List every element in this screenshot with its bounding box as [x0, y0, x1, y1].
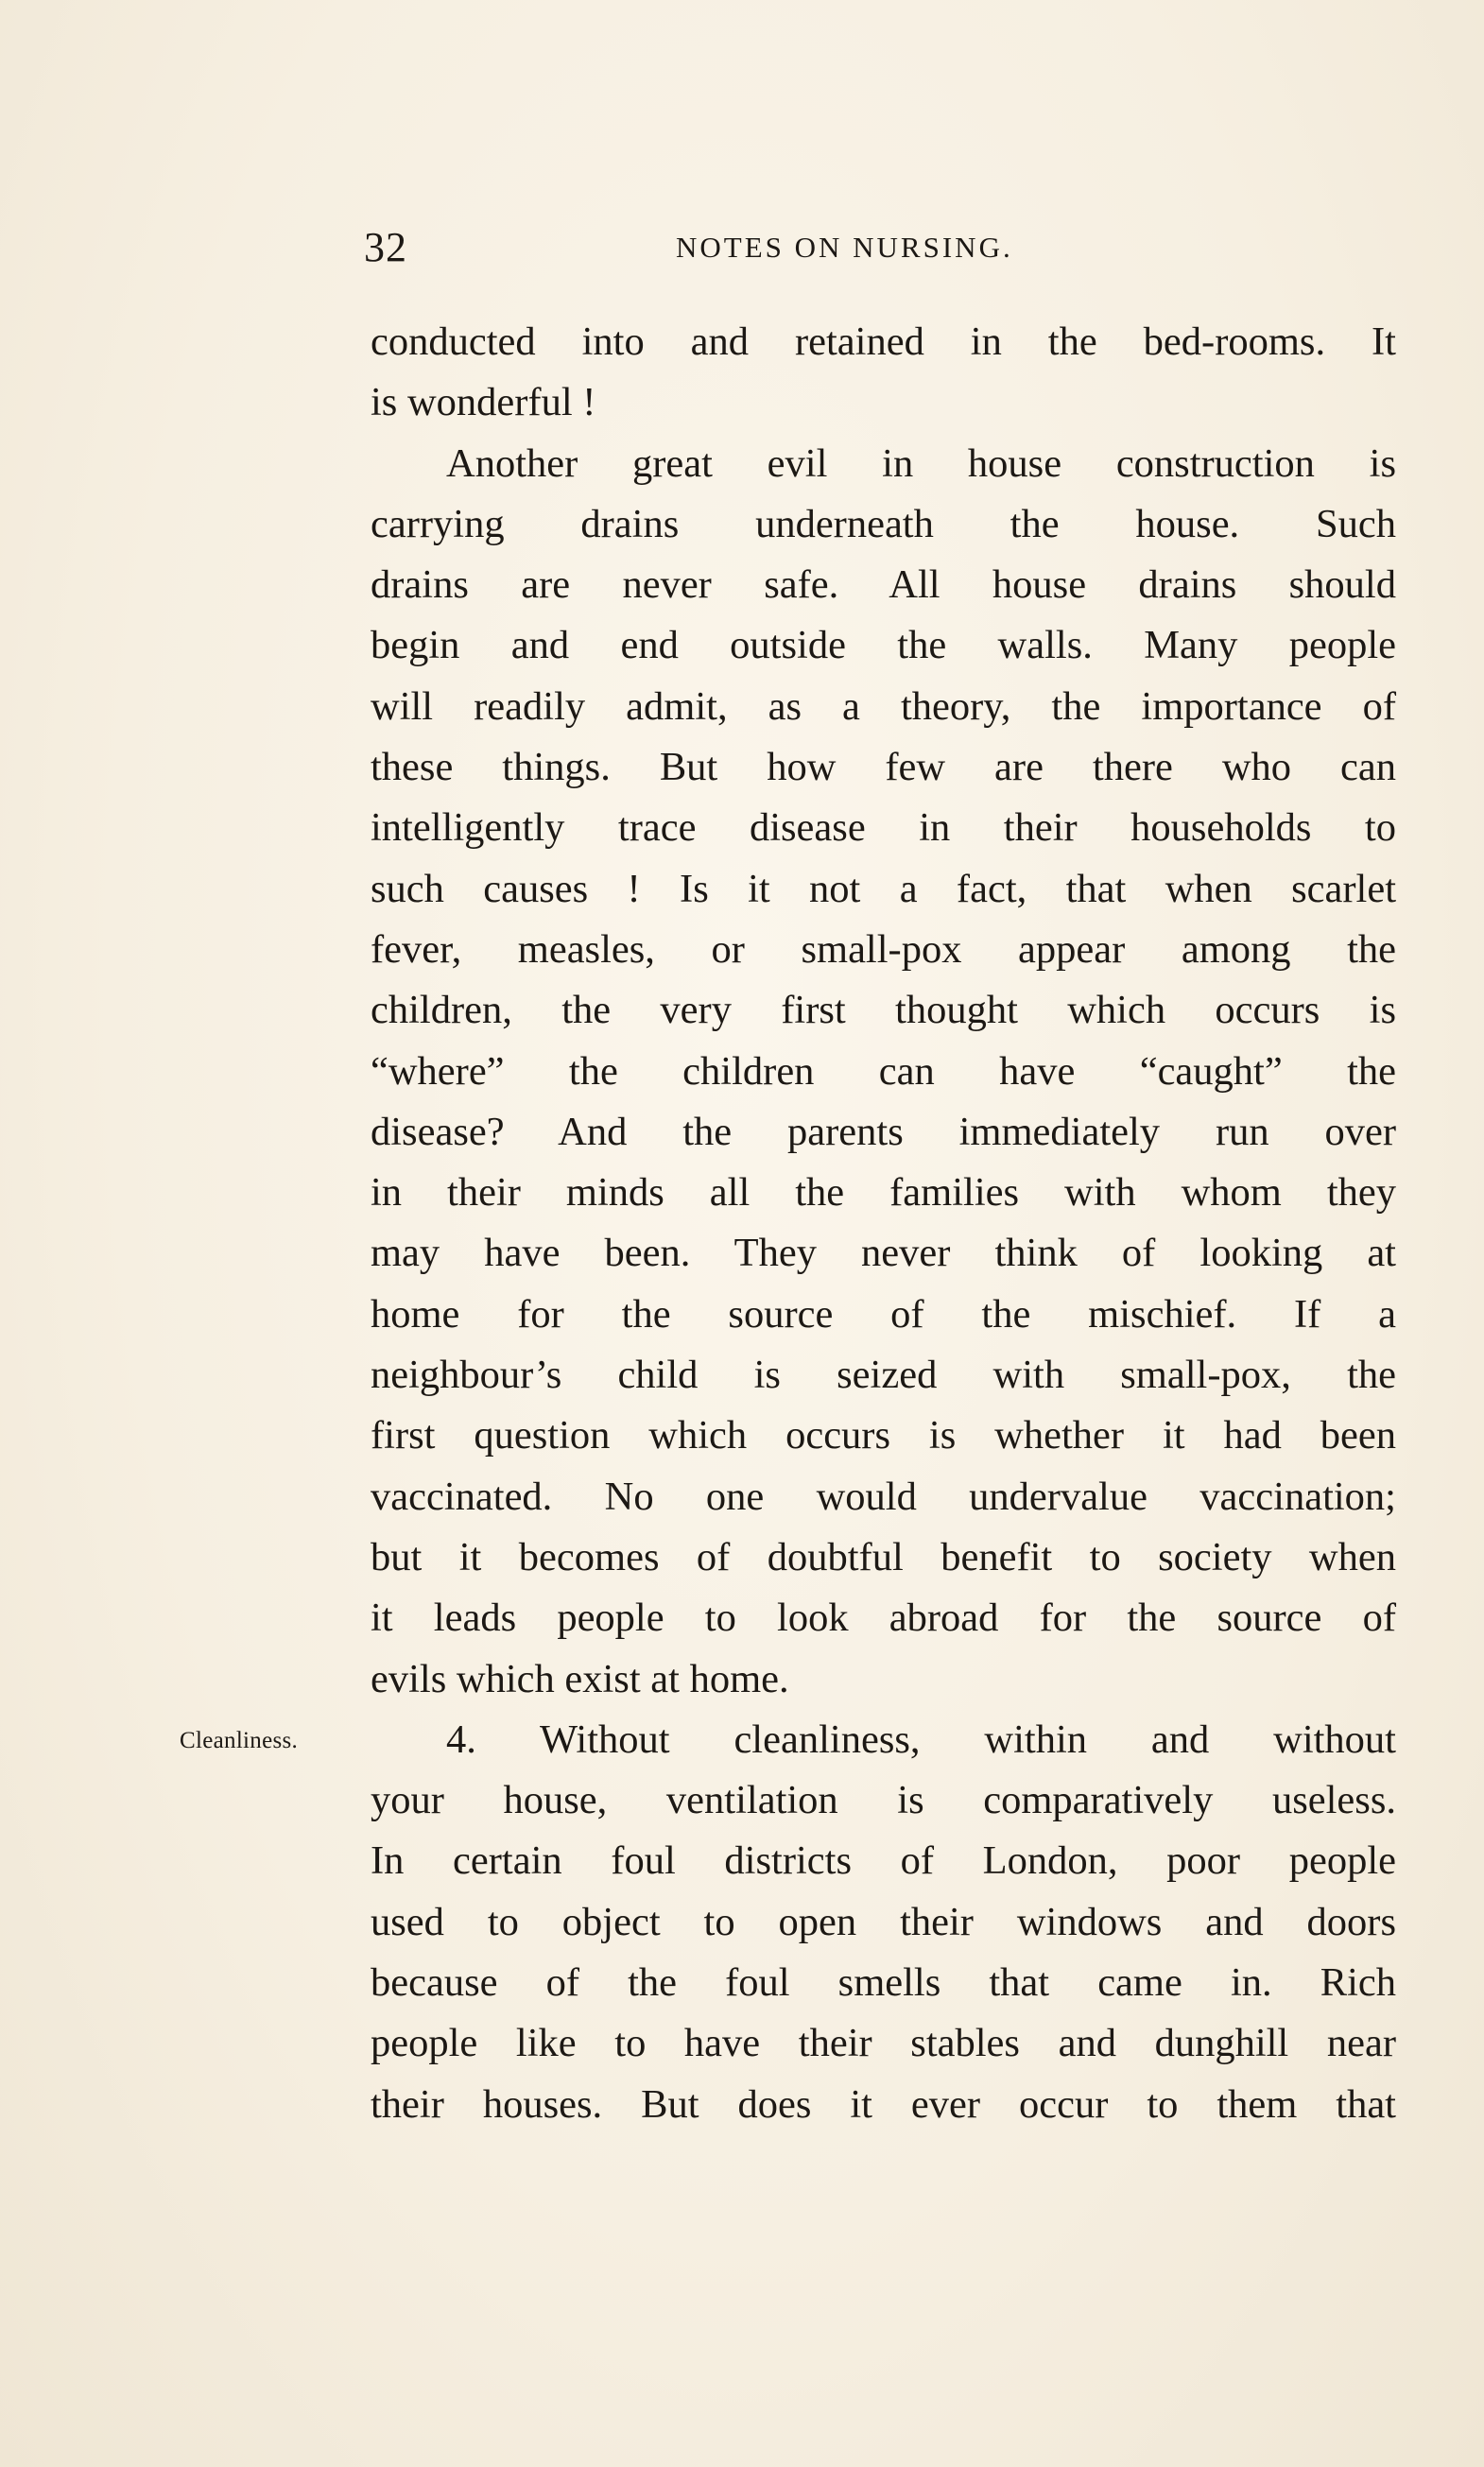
text-line: 4. Without cleanliness, within and without	[446, 1717, 1396, 1762]
text-line: vaccinated. No one would undervalue vaccination;	[371, 1474, 1396, 1519]
text-line: children, the very first thought which occurs is	[371, 988, 1396, 1033]
text-line: “where” the children can have “caught” the	[371, 1048, 1396, 1094]
text-line: in their minds all the families with whom they	[371, 1170, 1396, 1216]
text-line: these things. But how few are there who can	[371, 745, 1396, 790]
margin-note-cleanliness: Cleanliness.	[180, 1728, 299, 1753]
text-line: In certain foul districts of London, poor people	[371, 1838, 1396, 1884]
text-line: carrying drains underneath the house. Such	[371, 501, 1396, 546]
text-line: it leads people to look abroad for the source of	[371, 1596, 1396, 1641]
text-line: people like to have their stables and dunghill near	[371, 2021, 1396, 2066]
page-number: 32	[364, 224, 407, 270]
text-line: but it becomes of doubtful benefit to society when	[371, 1534, 1396, 1579]
text-line: used to object to open their windows and doors	[371, 1899, 1396, 1944]
text-line: disease? And the parents immediately run over	[371, 1109, 1396, 1154]
text-line: begin and end outside the walls. Many people	[371, 623, 1396, 668]
running-head: NOTES ON NURSING.	[676, 231, 1013, 264]
text-line: your house, ventilation is comparatively useless.	[371, 1778, 1396, 1823]
text-line: drains are never safe. All house drains should	[371, 562, 1396, 608]
text-line: fever, measles, or small-pox appear among the	[371, 926, 1396, 972]
text-line: evils which exist at home.	[371, 1656, 789, 1701]
text-line: first question which occurs is whether it had been	[371, 1413, 1396, 1458]
text-line: their houses. But does it ever occur to them that	[371, 2081, 1396, 2127]
text-line: because of the foul smells that came in. Rich	[371, 1960, 1396, 2006]
text-line: Another great evil in house construction is	[446, 440, 1396, 486]
text-line: neighbour’s child is seized with small-pox, the	[371, 1353, 1396, 1398]
text-line: conducted into and retained in the bed-rooms. It	[371, 319, 1396, 364]
text-line: is wonderful !	[371, 380, 596, 425]
text-line: will readily admit, as a theory, the importance of	[371, 683, 1396, 729]
text-line: home for the source of the mischief. If a	[371, 1291, 1396, 1337]
page-header	[364, 223, 1389, 270]
text-line: may have been. They never think of looking at	[371, 1231, 1396, 1276]
text-line: such causes ! Is it not a fact, that when scarlet	[371, 866, 1396, 911]
body-text	[371, 312, 1396, 2135]
text-line: intelligently trace disease in their households to	[371, 805, 1396, 851]
